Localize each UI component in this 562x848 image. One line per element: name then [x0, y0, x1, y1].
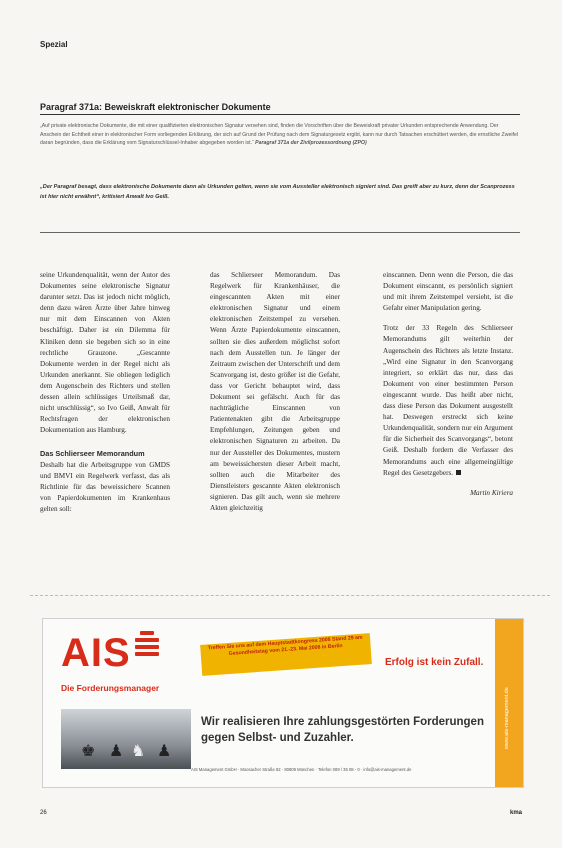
paragraph: Deshalb hat die Arbeitsgruppe von GMDS und BMVI ein Regelwerk verfasst, das als Richtlinie für das beweissichere Scannen von Papierdokumenten im Krankenhaus gelten soll: — [40, 460, 170, 513]
divider — [40, 232, 520, 233]
ais-logo: AIS — [61, 631, 131, 675]
end-mark — [456, 470, 461, 475]
logo-tagline: Die Forderungsmanager — [61, 683, 160, 693]
chess-pawn-icon: ♟ — [157, 743, 172, 760]
paragraph: einscannen. Denn wenn die Person, die das Dokument einscannt, es persönlich signiert und mit ihrem Zeitstempel versieht, ist die Gefahr einer Manipulation gering. — [383, 271, 513, 313]
advertisement[interactable] — [42, 618, 524, 788]
box-title: Paragraf 371a: Beweiskraft elektronischer Dokumente — [40, 102, 271, 112]
law-source: Paragraf 371a der Zivilprozessordnung (ZPO) — [255, 140, 367, 147]
ad-headline: Wir realisieren Ihre zahlungsgestörten Forderungen gegen Selbst- und Zuzahler. — [201, 716, 484, 744]
ad-website[interactable]: www.ais-management.de — [504, 687, 510, 749]
chess-pawn-icon: ♟ — [109, 743, 124, 760]
paragraph: seine Urkundenqualität, wenn der Autor des Dokumentes seine elektronische Signatur darunter setzt. Das ist jedoch nicht möglich, denn dazu wären Ärzte über Jahre hinweg nur mit dem Einscannen von Akten beschäftigt. Daher ist ein Dilemma für Kliniken denn sie begeben sich so in eine rechtliche Grauzone. „Gescannte Dokumente werden in der Regel nicht als Urkunden anerkannt. Sie obliegen lediglich dem Augenschein des Richters und stellen dessen allein schlüssiges Urteilsmaß dar, nicht unschlüssig“, so Ivo Geiß, Anwalt für Rechtsfragen der elektronischen Dokumentation aus Hamburg. — [40, 271, 170, 435]
paragraph: das Schlierseer Memorandum. Das Regelwerk für Krankenhäuser, die eingescannten Akten mit einer elektronischen Signatur und einem elektronischen Zeitstempel zu versehen. Wenn Ärzte Papierdokumente einscannen, sollten sie dies außerdem möglichst sofort nach dem Ausstellen tun. Je länger der Zeitraum zwischen der Unterschrift und dem Scanvorgang ist, desto größer ist die Gefahr, dass vor Gericht behauptet wird, dass Dokument sei gefälscht. Auch für das nachträgliche Einscannen von Patientenakten gibt die Arbeitsgruppe Empfehlungen, Zeitungen geben und elektronischen Signaturen zu arbeiten. Da nur der Aussteller des Dokumentes, mustern am beweissichersten dieser Arbeit macht, sollten auch die Mitarbeiter des Dienstleisters gescannte Akten elektronisch signieren. Das gilt auch, wenn sie mehrere Akten gleichzeitig — [210, 271, 340, 512]
page-number: 26 — [40, 810, 47, 816]
chess-knight-icon: ♞ — [131, 743, 146, 760]
ad-slogan: Erfolg ist kein Zufall. — [385, 657, 484, 668]
magazine-name: kma — [510, 810, 523, 816]
article-column-2 — [210, 270, 340, 523]
box-text — [40, 122, 520, 148]
chess-king-icon: ♚ — [81, 743, 96, 760]
paragraph — [383, 323, 513, 478]
subheading: Das Schlierseer Memorandum — [40, 449, 145, 459]
divider — [40, 114, 520, 115]
paragraph-text: Trotz der 33 Regeln des Schlierseer Memorandums gilt weiterhin der Augenschein des Richters als letzte Instanz. „Wird eine Signatur in den Scanvorgang integriert, so erklärt das nur, dass das Dokument von einer bestimmten Person eingescannt wurde. Das heißt aber nicht, dass diese Person das Dokument ausgestellt hat. Deswegen erstreckt sich keine Urkundenqualität, sondern nur ein Argument für die Sicherheit des Scanvorgangs“, betont Geiß. Deshalb fordern die Verfasser des Memorandums auch eine allgemeingültige Regel des Gesetzgebers. — [383, 324, 513, 477]
ad-side-strip — [495, 619, 523, 787]
article-column-3 — [383, 270, 513, 499]
pull-quote: „Der Paragraf besagt, dass elektronische Dokumente dann als Urkunden gelten, wenn sie vom Aussteller elektronisch signiert sind. Das greift aber zu kurz, denn der Scanprozess ist hier nicht erwähnt“, kritisiert Anwalt Ivo Geiß. — [40, 184, 515, 200]
ad-contact: AIS Management GmbH · Moosacher Straße 82 · 80809 München · Telefon 089 / 35 08 - 0 · info@ais-management.de — [191, 767, 412, 772]
logo-stripes-icon — [135, 631, 159, 659]
author: Martin Kiriera — [470, 488, 513, 497]
article-column-1 — [40, 270, 170, 524]
ad-separator — [30, 595, 550, 596]
event-banner: Treffen Sie uns auf dem Hauptstadtkongress 2008 Stand 29 am Gesundheitstag vom 21.-23. Mai 2008 in Berlin — [200, 633, 372, 676]
section-label: Spezial — [40, 40, 68, 49]
chess-image — [61, 709, 191, 769]
law-quote: „Auf private elektronische Dokumente, die mit einer qualifizierten elektronischen Signatur versehen sind, finden die Vorschriften über die Beweiskraft privater Urkunden entsprechende Anwendung. Der Anschein der Echtheit einer in elektronischer Form vorliegenden Erklärung, der sich auf Grund der Prüfung nach dem Signaturgesetz ergibt, kann nur durch Tatsachen erschüttert werden, die ernstliche Zweifel daran begründen, dass die Erklärung vom Signaturschlüssel-Inhaber abgegeben worden ist.“ — [40, 123, 518, 147]
